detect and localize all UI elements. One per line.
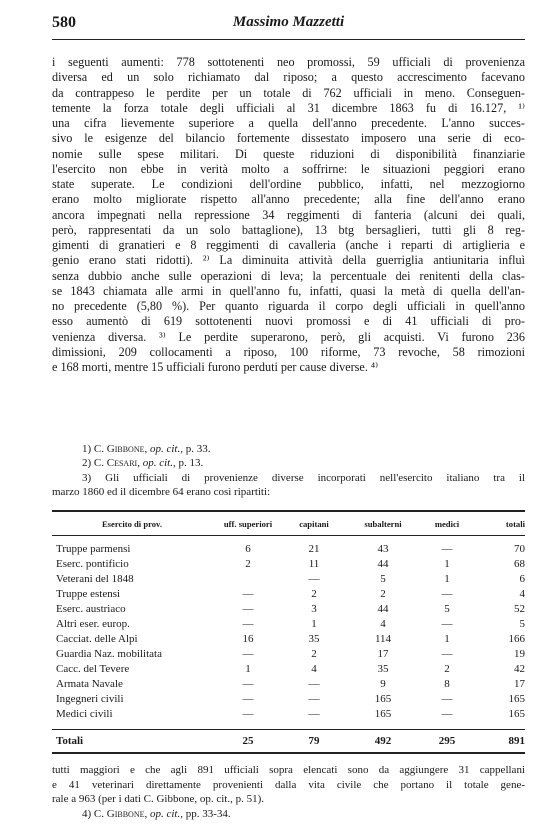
running-title: Massimo Mazzetti (232, 14, 345, 30)
table-cell: 16 (242, 633, 254, 645)
table-cell: — (308, 678, 320, 690)
table-cell: 4 (519, 588, 525, 600)
table-row (52, 662, 525, 677)
table-cell: — (441, 618, 453, 630)
table-cell: — (242, 648, 254, 660)
body-line: erano molto migliorate rispetto all'anno precedente; alla fine dell'anno erano (52, 192, 525, 207)
header-cell: Esercito di prov. (101, 518, 163, 529)
table-cell: 21 (308, 543, 320, 555)
table-cell: 6 (519, 573, 525, 585)
table-cell: 2 (380, 588, 386, 600)
body-line: temente la forza totale degli ufficiali al 31 dicembre 1863 fu di 16.127, ¹⁾ (52, 100, 525, 115)
table-cell: — (308, 693, 320, 705)
footnote-page: p. 13. (178, 457, 204, 470)
table-cell: 35 (308, 633, 320, 645)
header-cell: subalterni (364, 518, 402, 529)
body-line: senza dubbio anche sulle operazioni di leva; la percentuale dei renitenti della clas- (52, 268, 525, 283)
table-cell: 17 (377, 648, 389, 660)
row-label: Veterani del 1848 (56, 573, 134, 585)
table-cell: 4 (380, 618, 386, 630)
footnote-3-line-1 (52, 471, 525, 485)
table-total-row (52, 730, 525, 752)
table-cell: — (308, 573, 320, 585)
header-rule (52, 39, 525, 40)
table-cell: — (441, 648, 453, 660)
table-cell: 9 (380, 678, 386, 690)
body-line: ancora impegnati nella repressione 34 reggimenti di fanteria (alcuni dei quali, (52, 207, 525, 222)
header-cell: capitani (299, 518, 329, 529)
table-cell: 35 (377, 663, 389, 675)
table-row (52, 557, 525, 572)
table-cell: 5 (519, 618, 525, 630)
footnote-mark: 2) (82, 457, 92, 470)
table-cell: 6 (245, 543, 251, 555)
table-row (52, 677, 525, 692)
table-cell: — (242, 678, 254, 690)
body-line: da contrappeso le perdite per un totale di 762 ufficiali in meno. Conseguen- (52, 85, 525, 100)
table-cell: — (242, 693, 254, 705)
table-cell: Totali (56, 735, 84, 747)
row-label: Medici civili (56, 708, 113, 720)
table-cell: 295 (438, 735, 456, 747)
table-cell: 3 (311, 603, 317, 615)
table-cell: 68 (514, 558, 525, 570)
footnote-ref: op. cit., (149, 443, 183, 455)
table-cell: 79 (308, 735, 320, 747)
table-cell: 1 (444, 558, 450, 570)
table-cell: 166 (508, 633, 525, 645)
table-cell: 44 (377, 603, 389, 615)
table-cell: 11 (308, 558, 320, 570)
table-cell: — (441, 588, 453, 600)
row-label: Cacciat. delle Alpi (56, 633, 138, 645)
footnote-author: C. Cesari, (93, 457, 140, 470)
table-cell: — (242, 708, 254, 720)
table-cell: — (242, 603, 254, 615)
body-line: venienza diversa. ³⁾ Le perdite superarono, però, gli acquisti. Vi furono 236 (52, 329, 525, 344)
body-line: genio erano stati ridotti). ²⁾ La diminuita attività della guerriglia antiunitaria influì (52, 253, 525, 268)
footnote-page: pp. 33-34. (185, 807, 231, 820)
table-cell: 19 (514, 648, 525, 660)
table-cell: 1 (444, 573, 450, 585)
table-row (52, 692, 525, 707)
table-cell: 52 (514, 603, 525, 615)
row-label: Eserc. austriaco (56, 603, 126, 615)
body-line: però, rappresentati da un solo battaglione), 13 btg bersaglieri, tutti gli 8 reg- (52, 222, 525, 237)
footnote-author: C. Gibbone, (93, 807, 148, 820)
body-line: una cifra lievemente superiore a quella dell'anno precedente. L'anno succes- (52, 116, 525, 130)
table-cell: 492 (374, 735, 392, 747)
body-line: state superate. Le condizioni dell'ordine pubblico, infatti, nel mezzogiorno (52, 177, 525, 191)
table-row (52, 707, 525, 722)
table-cell: — (441, 708, 453, 720)
body-line: e 168 morti, mentre 15 ufficiali furono perduti per cause diverse. ⁴⁾ (52, 360, 379, 374)
footnote-ref: op. cit., (142, 457, 176, 470)
table-cell: — (242, 588, 254, 600)
table-cell: 5 (444, 603, 450, 615)
running-head (52, 14, 525, 36)
table-cell: 891 (508, 735, 525, 747)
table-cell: 165 (508, 693, 525, 705)
footnote-ref: op. cit., (149, 807, 183, 820)
page-number: 580 (52, 14, 76, 31)
row-label: Truppe estensi (56, 588, 121, 600)
table-bottom-rule (52, 752, 525, 754)
table-cell: — (308, 708, 320, 720)
continuation-line: rale a 963 (per i dati C. Gibbone, op. cit., p. 51). (52, 793, 265, 806)
table-cell: 1 (444, 633, 450, 645)
table-cell: 43 (377, 543, 389, 555)
table-cell: 8 (444, 678, 450, 690)
row-label: Truppe parmensi (56, 543, 131, 555)
continuation-line: tutti maggiori e che agli 891 ufficiali sopra elencati sono da aggiungere 31 cappellani (52, 764, 525, 776)
footnote-mark: 3) (82, 471, 92, 484)
table-row (52, 602, 525, 617)
table-header-row (52, 512, 525, 535)
body-line: no precedente (5,80 %). Per quanto riguarda il corpo degli ufficiali in quell'anno (52, 299, 525, 313)
footnote-2 (52, 456, 525, 470)
header-cell: uff. superiori (223, 518, 273, 529)
row-label: Cacc. del Tevere (56, 663, 130, 675)
body-line: dimissioni, 209 collocamenti a riposo, 100 riforme, 73 revoche, 58 rimozioni (52, 344, 525, 359)
body-line: diversa ed un solo richiamato dal riposo; a questo accrescimento facevano (52, 70, 525, 85)
continuation-line: e 41 veterinari direttamente provenienti dalla vita civile che portano il totale gene- (52, 778, 525, 791)
table-cell: 5 (380, 573, 386, 585)
table-cell: 25 (242, 735, 254, 747)
table-cell: — (441, 543, 453, 555)
footnote-4 (52, 807, 525, 822)
footnote-mark: 1) (82, 443, 92, 455)
row-label: Altri eser. europ. (56, 618, 130, 630)
footnote-mark: 4) (82, 807, 92, 820)
table-cell: — (441, 693, 453, 705)
row-label: Eserc. pontificio (56, 558, 129, 570)
footnote-3-line-2: marzo 1860 ed il dicembre 64 erano così ripartiti: (52, 486, 271, 499)
table-cell: 2 (311, 588, 317, 600)
table-cell: 2 (444, 663, 450, 675)
table-row (52, 542, 525, 557)
table-cell: 2 (311, 648, 317, 660)
row-label: Armata Navale (56, 678, 123, 690)
table-row (52, 647, 525, 662)
body-line: gimenti di granatieri e 8 reggimenti di cavalleria (anche i reparti di artiglieria e (52, 238, 525, 252)
body-text (52, 55, 525, 375)
table-row (52, 587, 525, 602)
table-cell: 165 (508, 708, 525, 720)
body-line: esso aumentò di 619 sottotenenti nuovi promossi e di 41 ufficiali di pro- (52, 314, 525, 329)
table-cell: — (242, 618, 254, 630)
body-line: sivo le esigenze del bilancio fortemente dissestato imposero una serie di eco- (52, 131, 525, 146)
footnote-text: Gli ufficiali di provenienze diverse incorporati nell'esercito italiano tra il (105, 471, 525, 484)
footnotes (52, 442, 525, 500)
table-body (52, 542, 525, 722)
footnote-3-continuation (52, 763, 525, 821)
officers-table (52, 510, 525, 754)
footnote-page: p. 33. (185, 443, 211, 455)
row-label: Ingegneri civili (56, 693, 124, 705)
table-cell: 114 (374, 633, 392, 645)
table-cell: 70 (514, 543, 525, 555)
body-line: l'esercito non ebbe in verità molto a soffrirne: le situazioni peggiori erano (52, 161, 525, 176)
header-cell: totali (505, 518, 525, 529)
table-cell: 4 (311, 663, 317, 675)
footnote-author: C. Gibbone, (93, 443, 148, 455)
footnote-1 (52, 442, 525, 456)
table-cell: 165 (374, 708, 392, 720)
table-cell: 165 (374, 693, 392, 705)
table-cell: 2 (245, 558, 251, 570)
header-cell: medici (434, 518, 460, 529)
table-cell: 1 (245, 663, 251, 675)
body-line: nomie sulle spese militari. Di queste riduzioni di disponibilità finanziarie (52, 146, 525, 161)
table-row (52, 617, 525, 632)
body-line: i seguenti aumenti: 778 sottotenenti neo promossi, 59 ufficiali di provenienza (52, 55, 525, 69)
table-cell: 17 (514, 678, 525, 690)
body-line: se 1843 chiamata alle armi in quell'anno fu, infatti, quasi la metà di quella dell'an- (52, 283, 525, 298)
table-cell: 1 (311, 618, 317, 630)
table-row (52, 572, 525, 587)
table-row (52, 632, 525, 647)
table-cell: 42 (514, 663, 525, 675)
row-label: Guardia Naz. mobilitata (56, 648, 162, 660)
table-cell: 44 (377, 558, 389, 570)
table-cell (212, 572, 284, 587)
